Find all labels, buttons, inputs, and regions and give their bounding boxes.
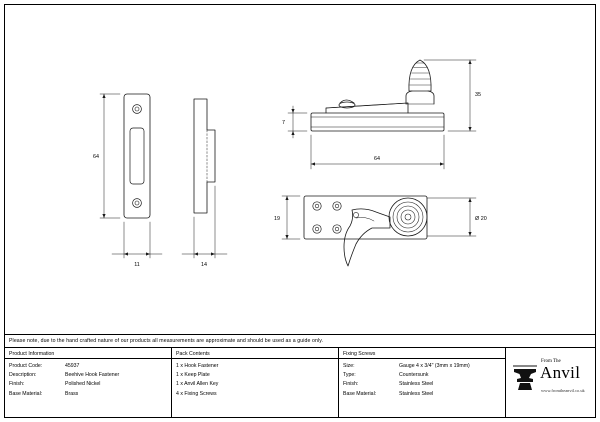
row-value: Brass (65, 390, 79, 397)
row-key: Description: (9, 372, 37, 379)
dimension-backplate-height (282, 196, 300, 239)
pack-contents-header: Pack Contents (172, 348, 338, 359)
dimension-label-keep-height: 64 (93, 154, 99, 160)
table-row (9, 390, 171, 399)
row-value: 45937 (65, 363, 80, 369)
measurement-note (5, 334, 595, 348)
brand-logo (506, 348, 595, 417)
dimension-label-fastener-length: 64 (374, 156, 380, 162)
product-information-rows (5, 359, 171, 399)
product-information-column (5, 348, 172, 417)
technical-drawing-area (4, 4, 596, 334)
table-row (343, 362, 505, 371)
row-value: Polished Nickel (65, 381, 101, 388)
row-key: Base Material: (343, 390, 377, 397)
dimension-fastener-length (311, 135, 444, 169)
dimension-fastener-plate-height (288, 106, 307, 138)
table-row (176, 371, 338, 380)
row-value: Beehive Hook Fastener (65, 372, 120, 379)
pack-contents-rows (172, 359, 338, 399)
table-row (9, 371, 171, 380)
dimension-label-hook-plate-width: 14 (201, 262, 207, 268)
dimension-fastener-height (424, 60, 476, 131)
row-value: Stainless Steel (399, 381, 434, 388)
product-information-header: Product Information (5, 348, 171, 359)
table-row (176, 362, 338, 371)
logo-from-the: From The (541, 359, 561, 364)
row-value: Countersunk (399, 372, 429, 379)
dimension-keep-height (100, 94, 120, 218)
row-key: Base Material: (9, 390, 43, 397)
table-row (176, 390, 338, 399)
row-key: Finish: (343, 381, 359, 388)
row-value: Gauge 4 x 3/4" (3mm x 19mm) (399, 363, 470, 369)
fixing-screws-column (339, 348, 506, 417)
row-value: 1 x Anvil Allen Key (176, 381, 219, 388)
row-key: Product Code: (9, 363, 43, 369)
drawing-svg (4, 4, 596, 334)
dimension-label-fastener-height: 35 (475, 92, 481, 98)
dimension-keep-width (112, 222, 162, 258)
measurement-note-text: Please note, due to the hand crafted nature of our products all measurements are approximate and should be used as a guide only. (9, 338, 324, 344)
fastener-side-elevation (311, 60, 444, 131)
table-row (9, 362, 171, 371)
fixing-screws-header: Fixing Screws (339, 348, 505, 359)
logo-url: www.fromtheanvil.co.uk (541, 388, 585, 393)
table-row (343, 390, 505, 399)
row-value: 1 x Keep Plate (176, 372, 210, 379)
row-key: Type: (343, 372, 356, 379)
pack-contents-column (172, 348, 339, 417)
row-value: 4 x Fixing Screws (176, 390, 217, 397)
table-row (176, 380, 338, 389)
logo-name: Anvil (540, 363, 581, 382)
table-row (343, 380, 505, 389)
table-row (343, 371, 505, 380)
dimension-label-backplate-height: 19 (274, 216, 280, 222)
dimension-label-knob-diameter: Ø 20 (475, 216, 487, 222)
dimension-knob-diameter (427, 198, 476, 236)
row-key: Finish: (9, 381, 25, 388)
dimension-label-keep-width: 11 (134, 262, 140, 268)
keep-plate-side-view (194, 99, 215, 213)
fastener-plan-view (304, 196, 427, 266)
keep-plate-front-view (124, 94, 150, 218)
row-key: Size: (343, 363, 355, 369)
fixing-screws-rows (339, 359, 505, 399)
row-value: Stainless Steel (399, 390, 434, 397)
table-row (9, 380, 171, 389)
dimension-hook-plate-width (182, 186, 227, 258)
information-table (5, 348, 595, 417)
dimension-label-fastener-plate-height: 7 (282, 120, 285, 126)
anvil-icon (511, 359, 539, 393)
row-value: 1 x Hook Fastener (176, 363, 219, 369)
brand-logo-column (506, 348, 595, 417)
